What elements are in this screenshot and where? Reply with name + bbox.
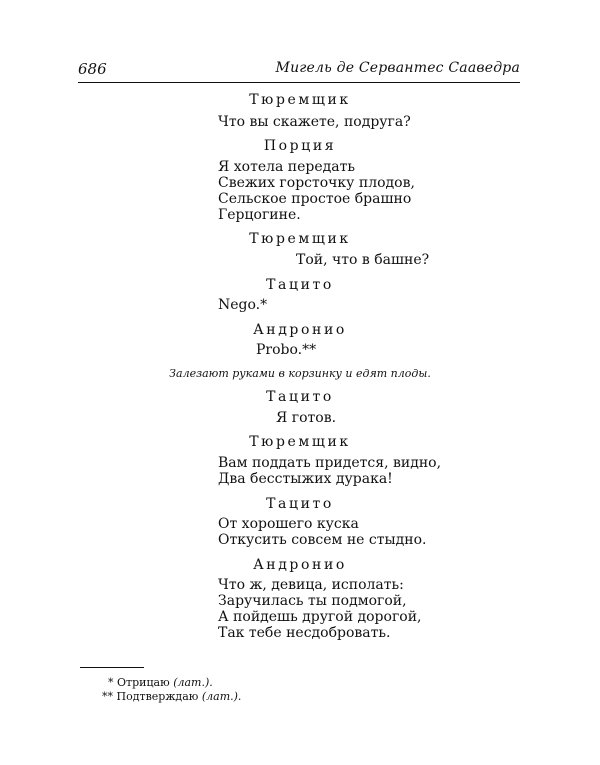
verse-line: Probo.** bbox=[256, 342, 317, 358]
verse-line: Что вы скажете, подруга? bbox=[218, 114, 411, 130]
footnote-text: Отрицаю bbox=[117, 676, 170, 689]
verse-line: Свежих горсточку плодов, bbox=[218, 175, 415, 191]
speaker-name: Тюремщик bbox=[249, 92, 351, 108]
speaker-name: Тюремщик bbox=[249, 434, 351, 450]
verse-line: Я готов. bbox=[276, 410, 337, 426]
speaker-name: Порция bbox=[263, 138, 337, 154]
footnote-rule bbox=[80, 667, 144, 668]
running-title: Мигель де Сервантес Сааведра bbox=[275, 60, 520, 76]
footnote-marker: * bbox=[108, 676, 114, 689]
verse-line: А пойдешь другой дорогой, bbox=[218, 609, 422, 625]
speaker-name: Тюремщик bbox=[249, 231, 351, 247]
verse-line: От хорошего куска bbox=[218, 516, 359, 532]
verse-line: Откусить совсем не стыдно. bbox=[218, 532, 427, 548]
footnote bbox=[102, 690, 241, 703]
verse-line: Nego.* bbox=[218, 297, 268, 313]
page-header bbox=[78, 60, 520, 84]
verse-line: Я хотела передать bbox=[218, 159, 355, 175]
verse-line: Заручилась ты подмогой, bbox=[218, 593, 407, 609]
footnote bbox=[108, 676, 213, 689]
footnote-lang: (лат.). bbox=[201, 690, 242, 703]
verse-line: Что ж, девица, исполать: bbox=[218, 577, 404, 593]
header-rule bbox=[78, 82, 520, 83]
verse-line: Два бесстыжих дурака! bbox=[218, 471, 393, 487]
speaker-name: Андронио bbox=[253, 557, 347, 573]
stage-direction: Залезают руками в корзинку и едят плоды. bbox=[169, 367, 431, 380]
footnote-marker: ** bbox=[102, 690, 113, 703]
speaker-name: Андронио bbox=[253, 322, 347, 338]
footnote-lang: (лат.). bbox=[173, 676, 213, 689]
verse-line: Вам поддать придется, видно, bbox=[218, 455, 442, 471]
speaker-name: Тацито bbox=[266, 277, 334, 293]
verse-line: Так тебе несдобровать. bbox=[218, 625, 391, 641]
speaker-name: Тацито bbox=[266, 389, 334, 405]
verse-line: Той, что в башне? bbox=[296, 252, 430, 268]
footnote-text: Подтверждаю bbox=[116, 690, 199, 703]
page-number: 686 bbox=[78, 60, 107, 78]
speaker-name: Тацито bbox=[266, 496, 334, 512]
verse-line: Сельское простое брашно bbox=[218, 191, 412, 207]
verse-line: Герцогине. bbox=[218, 207, 301, 223]
